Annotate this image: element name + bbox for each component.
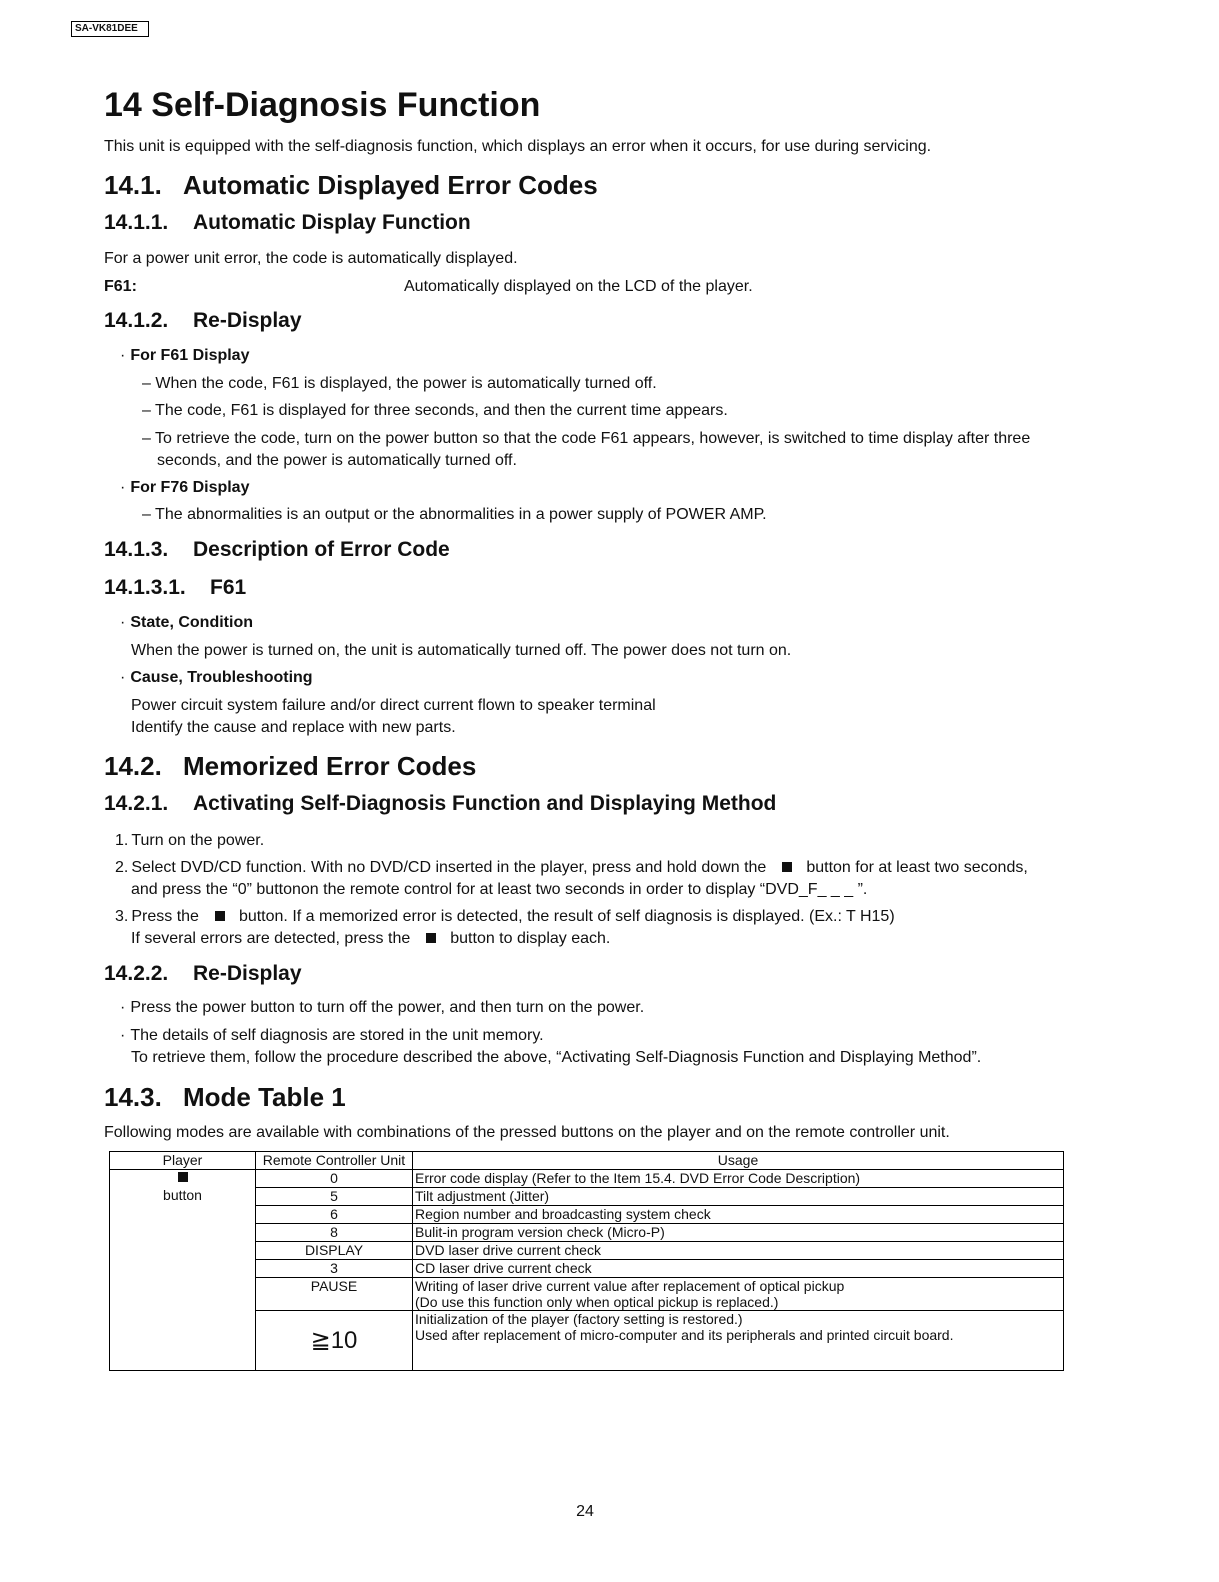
section-14-1-2-heading	[104, 309, 302, 333]
section-title: Activating Self-Diagnosis Function and Displaying Method	[193, 792, 777, 815]
step-text: button to display each.	[450, 930, 611, 947]
stop-button-icon	[426, 933, 436, 943]
section-14-1-3-heading	[104, 538, 450, 562]
redisplay-item-2-continued: To retrieve them, follow the procedure described the above, “Activating Self-Diagnosis Function and Displaying Method”.	[131, 1049, 982, 1066]
list-item: – The abnormalities is an output or the abnormalities in a power supply of POWER AMP.	[142, 506, 767, 523]
step-3: 3. Press the button. If a memorized error is detected, the result of self diagnosis is displayed. (Ex.: T H15)	[115, 908, 895, 925]
section-14-3-heading	[104, 1082, 346, 1113]
table-header-row	[110, 1152, 1064, 1170]
usage-line: Initialization of the player (factory setting is restored.)	[415, 1311, 743, 1327]
remote-cell: 8	[256, 1224, 413, 1242]
intro-text: This unit is equipped with the self-diagnosis function, which displays an error when it occurs, for use during servicing.	[104, 138, 932, 155]
section-number: 14.1.3.1.	[104, 576, 186, 599]
f61-display-label: For F61 Display	[130, 347, 250, 364]
cause-bullet: · Cause, Troubleshooting	[120, 669, 313, 686]
list-item: – When the code, F61 is displayed, the power is automatically turned off.	[142, 375, 657, 392]
column-header: Remote Controller Unit	[256, 1152, 413, 1170]
stop-button-icon	[782, 862, 792, 872]
stop-button-icon	[178, 1172, 188, 1182]
usage-line: (Do use this function only when optical pickup is replaced.)	[415, 1294, 779, 1310]
list-item-continued: seconds, and the power is automatically turned off.	[157, 452, 517, 469]
section-14-2-1-heading	[104, 792, 776, 816]
table-row	[110, 1170, 1064, 1188]
step-text: Press the	[131, 908, 199, 925]
section-number: 14.2.	[104, 751, 162, 781]
usage-cell: Tilt adjustment (Jitter)	[413, 1188, 1064, 1206]
usage-cell: Error code display (Refer to the Item 15.4. DVD Error Code Description)	[413, 1170, 1064, 1188]
section-title: Automatic Displayed Error Codes	[183, 170, 598, 200]
f61-description: Automatically displayed on the LCD of the player.	[404, 278, 753, 295]
step-3-continued	[131, 930, 610, 948]
step-text: button. If a memorized error is detected, the result of self diagnosis is displayed. (Ex.: T H15)	[238, 908, 895, 925]
usage-line: Used after replacement of micro-computer and its peripherals and printed circuit board.	[415, 1327, 954, 1343]
section-14-2-heading	[104, 751, 476, 782]
remote-cell: 0	[256, 1170, 413, 1188]
remote-cell: DISPLAY	[256, 1242, 413, 1260]
f76-display-label: For F76 Display	[130, 479, 250, 496]
step-text: button for at least two seconds,	[806, 859, 1028, 876]
model-label: SA-VK81DEE	[71, 21, 149, 37]
section-title: Mode Table 1	[183, 1082, 346, 1112]
item-text: The details of self diagnosis are stored in the unit memory.	[130, 1027, 544, 1044]
power-error-text: For a power unit error, the code is automatically displayed.	[104, 250, 518, 267]
section-number: 14.3.	[104, 1082, 162, 1112]
page-title: 14 Self-Diagnosis Function	[104, 86, 541, 124]
column-header: Player	[110, 1152, 256, 1170]
section-number: 14.1.	[104, 170, 162, 200]
section-14-1-3-1-heading	[104, 576, 246, 600]
section-number: 14.2.2.	[104, 962, 169, 985]
step-1: 1. Turn on the power.	[115, 832, 265, 849]
section-14-1-heading	[104, 170, 598, 201]
step-2: 2. Select DVD/CD function. With no DVD/CD inserted in the player, press and hold down the button for at least two seconds,	[115, 859, 1028, 876]
usage-line: Writing of laser drive current value after replacement of optical pickup	[415, 1278, 845, 1294]
f61-display-bullet: · For F61 Display	[120, 347, 250, 364]
section-title: F61	[210, 576, 247, 599]
section-title: Memorized Error Codes	[183, 751, 477, 781]
remote-cell: 3	[256, 1260, 413, 1278]
mode-table	[109, 1151, 1064, 1371]
step-text: Select DVD/CD function. With no DVD/CD inserted in the player, press and hold down the	[131, 859, 767, 876]
remote-cell: 5	[256, 1188, 413, 1206]
section-14-2-2-heading	[104, 962, 302, 986]
f76-display-bullet: · For F76 Display	[120, 479, 250, 496]
column-header: Usage	[413, 1152, 1064, 1170]
step-2-continued: and press the “0” buttonon the remote control for at least two seconds in order to display “DVD_F_ _ _ ”.	[131, 881, 868, 898]
player-button-label: button	[163, 1187, 202, 1203]
section-title: Re-Display	[193, 309, 302, 332]
list-item: – To retrieve the code, turn on the power button so that the code F61 appears, however, is switched to time display after three	[142, 430, 1031, 447]
cause-text: Identify the cause and replace with new parts.	[131, 719, 456, 736]
usage-cell	[413, 1278, 1064, 1311]
step-text: Turn on the power.	[131, 832, 265, 849]
redisplay-item-1: · Press the power button to turn off the power, and then turn on the power.	[120, 999, 645, 1016]
section-title: Description of Error Code	[193, 538, 450, 561]
usage-cell: DVD laser drive current check	[413, 1242, 1064, 1260]
remote-cell: PAUSE	[256, 1278, 413, 1311]
item-text: Press the power button to turn off the power, and then turn on the power.	[130, 999, 645, 1016]
cause-label: Cause, Troubleshooting	[130, 669, 313, 686]
state-text: When the power is turned on, the unit is automatically turned off. The power does not turn on.	[131, 642, 792, 659]
mode-table-intro: Following modes are available with combinations of the pressed buttons on the player and on the remote controller unit.	[104, 1124, 950, 1141]
stop-button-icon	[215, 911, 225, 921]
redisplay-item-2: · The details of self diagnosis are stored in the unit memory.	[120, 1027, 544, 1044]
section-number: 14.1.3.	[104, 538, 169, 561]
state-bullet: · State, Condition	[120, 614, 253, 631]
f61-label: F61:	[104, 278, 137, 295]
usage-cell	[413, 1311, 1064, 1371]
state-label: State, Condition	[130, 614, 253, 631]
section-title: Automatic Display Function	[193, 211, 471, 234]
usage-cell: Region number and broadcasting system check	[413, 1206, 1064, 1224]
section-title: Re-Display	[193, 962, 302, 985]
section-14-1-1-heading	[104, 211, 471, 235]
cause-text: Power circuit system failure and/or direct current flown to speaker terminal	[131, 697, 656, 714]
page-number: 24	[576, 1503, 594, 1520]
usage-cell: Bulit-in program version check (Micro-P)	[413, 1224, 1064, 1242]
remote-cell: 6	[256, 1206, 413, 1224]
player-cell	[110, 1170, 256, 1371]
step-text: If several errors are detected, press the	[131, 930, 411, 947]
usage-cell: CD laser drive current check	[413, 1260, 1064, 1278]
section-number: 14.1.1.	[104, 211, 169, 234]
section-number: 14.1.2.	[104, 309, 169, 332]
section-number: 14.2.1.	[104, 792, 169, 815]
remote-cell: ≧10	[256, 1311, 413, 1371]
list-item: – The code, F61 is displayed for three seconds, and then the current time appears.	[142, 402, 728, 419]
